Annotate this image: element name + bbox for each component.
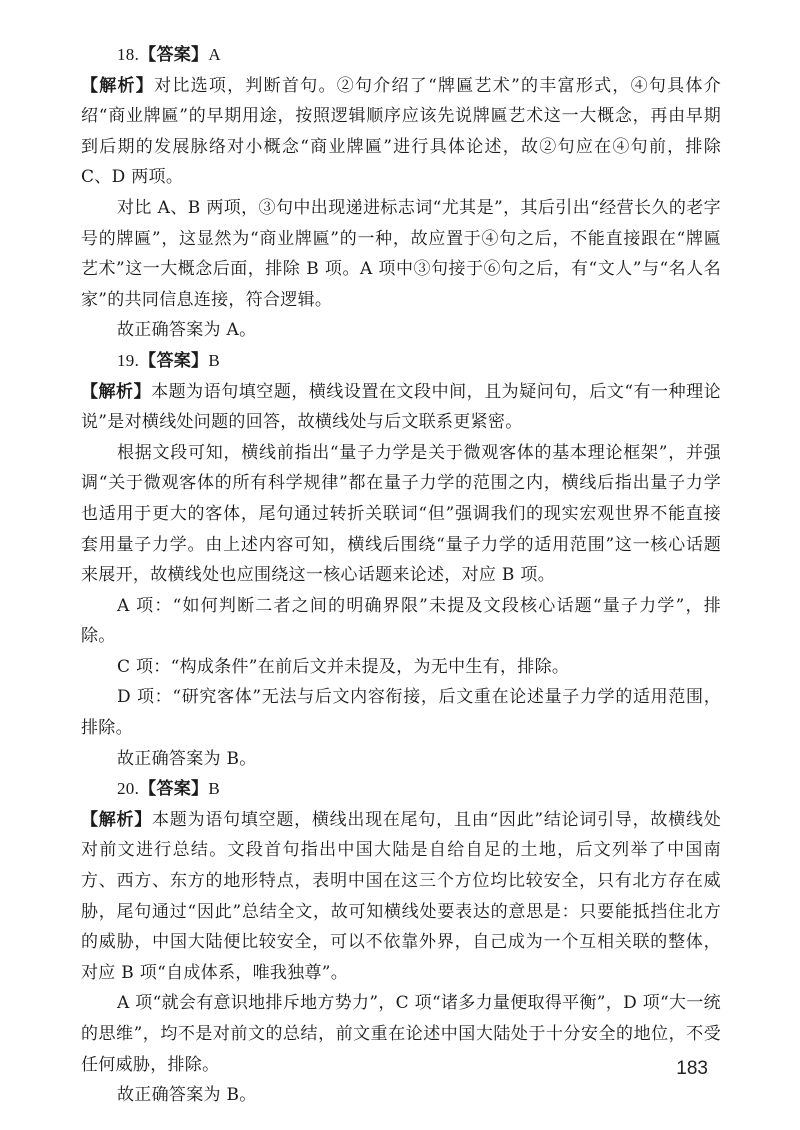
analysis-19-option-d: D 项：“研究客体”无法与后文内容衔接，后文重在论述量子力学的适用范围，排除。 [81,687,721,739]
answer-tag: 【答案】 [139,350,209,371]
answer-19-header [81,346,721,377]
analysis-20-conclusion: 故正确答案为 B。 [117,1085,257,1106]
analysis-tag: 【解析】 [81,381,152,402]
analysis-18-p1 [81,71,721,193]
analysis-text: 本题为语句填空题，横线设置在文段中间，且为疑问句，后文“有一种理论说”是对横线处问题的回答，故横线处与后文联系更紧密。 [81,381,722,433]
analysis-20-p2: A 项“就会有意识地排斥地方势力”，C 项“诸多力量便取得平衡”，D 项“大一统的思维”，均不是对前文的总结，前文重在论述中国大陆处于十分安全的地位，不受任何威胁，排除。 [81,993,721,1075]
analysis-text: 对比选项，判断首句。②句介绍了“牌匾艺术”的丰富形式，④句具体介绍“商业牌匾”的早期用途，按照逻辑顺序应该先说牌匾艺术这一大概念，再由早期到后期的发展脉络对小概念“商业牌匾”进行具体论述，故②句应在④句前，排除 C、D 两项。 [81,75,722,188]
answer-tag: 【答案】 [139,779,209,800]
analysis-19-conclusion: 故正确答案为 B。 [117,748,257,769]
question-number: 18. [117,45,140,64]
analysis-19-option-c: C 项：“构成条件”在前后文并未提及，为无中生有，排除。 [117,656,570,677]
page-number: 183 [676,1058,708,1079]
answer-value: B [208,779,220,799]
analysis-text: 本题为语句填空题，横线出现在尾句，且由“因此”结论词引导，故横线处对前文进行总结。文段首句指出中国大陆是自给自足的土地，后文列举了中国南方、西方、东方的地形特点，表明中国在这三个方位均比较安全，只有北方存在威胁，尾句通过“因此”总结全文，故可知横线处要表达的意思是：只要能抵挡住北方的威胁，中国大陆便比较安全，可以不依靠外界，自己成为一个互相关联的整体，对应 B 项“自成体系，唯我独尊”。 [81,809,722,983]
analysis-18-p2: 对比 A、B 两项，③句中出现递进标志词“尤其是”，其后引出“经营长久的老字号的牌匾”，这显然为“商业牌匾”的一种，故应置于④句之后，不能直接跟在“牌匾艺术”这一大概念后面，排除 B 项。A 项中③句接于⑥句之后，有“文人”与“名人名家”的共同信息连接，符合逻辑。 [81,197,721,310]
analysis-18-conclusion: 故正确答案为 A。 [117,320,257,341]
analysis-19-p1 [81,377,721,438]
answer-20-header [81,774,721,805]
analysis-20-p1 [81,805,721,989]
answer-explanations [81,40,721,1111]
question-number: 19. [117,350,140,370]
analysis-tag: 【解析】 [81,809,153,830]
answer-value: B [208,350,220,370]
question-number: 20. [117,779,140,799]
answer-tag: 【答案】 [139,45,209,65]
answer-18-header [81,40,721,71]
analysis-19-option-a: A 项：“如何判断二者之间的明确界限”未提及文段核心话题“量子力学”，排除。 [81,595,721,647]
analysis-19-p2: 根据文段可知，横线前指出“量子力学是关于微观客体的基本理论框架”，并强调“关于微观客体的所有科学规律”都在量子力学的范围之内，横线后指出量子力学也适用于更大的客体，尾句通过转折关联词“但”强调我们的现实宏观世界不能直接套用量子力学。由上述内容可知，横线后围绕“量子力学的适用范围”这一核心话题来展开，故横线处也应围绕这一核心话题来论述，对应 B 项。 [81,442,721,586]
analysis-tag: 【解析】 [81,75,155,96]
answer-value: A [208,45,221,64]
